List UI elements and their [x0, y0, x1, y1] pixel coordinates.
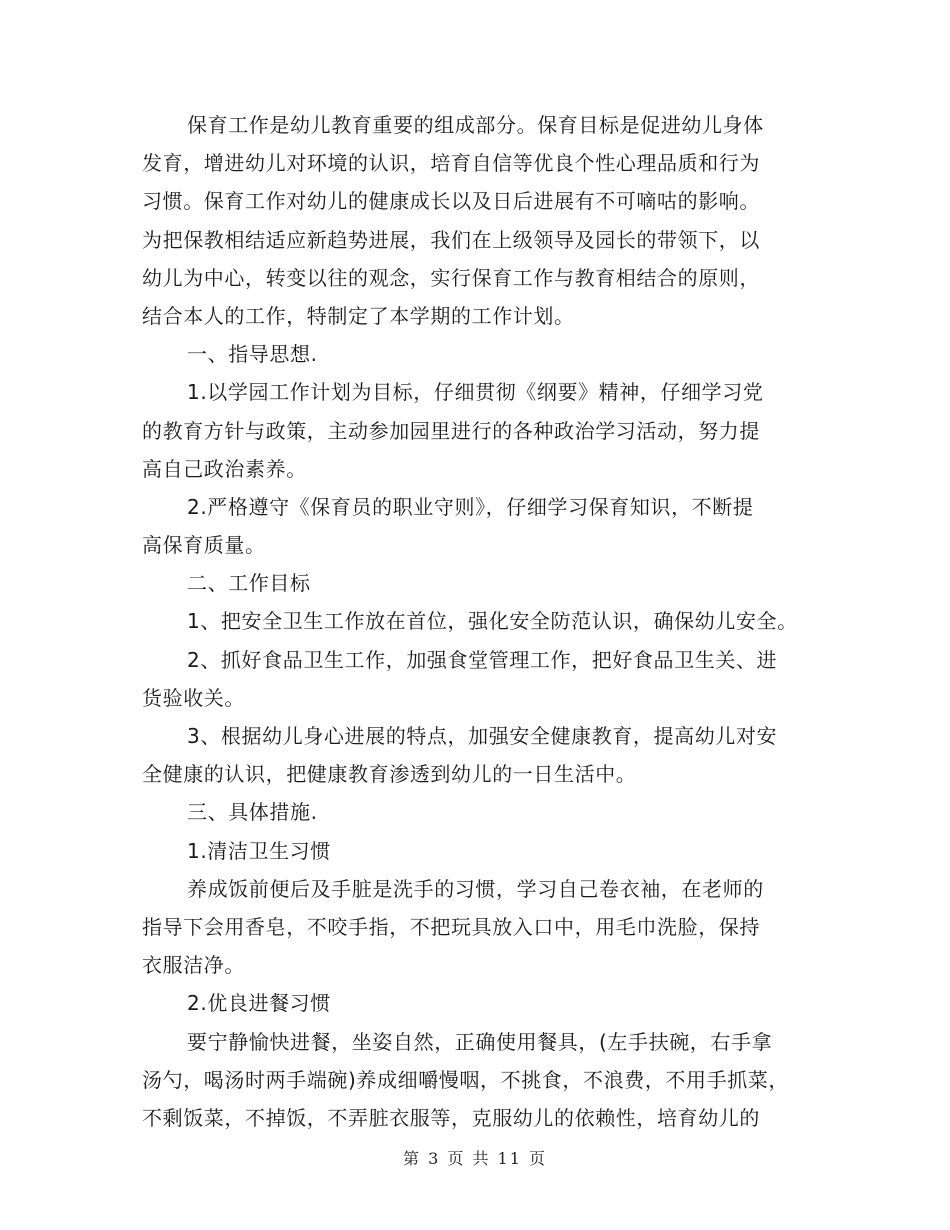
text-line: 二、工作目标 — [187, 571, 311, 596]
text-line: 的教育方针与政策，主动参加园里进行的各种政治学习活动，努力提 — [142, 418, 760, 443]
text-line: 1、把安全卫生工作放在首位，强化安全防范认识，确保幼儿安全。 — [187, 609, 798, 634]
document-body — [142, 106, 832, 1137]
text-line: 2、抓好食品卫生工作，加强食堂管理工作，把好食品卫生关、进 — [187, 647, 778, 672]
text-line: 养成饭前便后及手脏是洗手的习惯，学习自己卷衣袖，在老师的 — [187, 876, 764, 901]
text-line: 幼儿为中心，转变以往的观念，实行保育工作与教育相结合的原则， — [142, 265, 760, 290]
text-line: 三、具体措施. — [187, 800, 318, 825]
text-line: 汤勺，喝汤时两手端碗)养成细嚼慢咽，不挑食，不浪费，不用手抓菜， — [142, 1067, 790, 1092]
text-line: 发育，增进幼儿对环境的认识，培育自信等优良个性心理品质和行为 — [142, 151, 760, 176]
text-line: 指导下会用香皂，不咬手指，不把玩具放入口中，用毛巾洗脸，保持 — [142, 914, 760, 939]
text-line: 1.清洁卫生习惯 — [187, 838, 331, 863]
text-line: 1.以学园工作计划为目标，仔细贯彻《纲要》精神，仔细学习党 — [187, 380, 764, 405]
text-line: 2.严格遵守《保育员的职业守则》，仔细学习保育知识，不断提 — [187, 494, 754, 519]
text-line: 高保育质量。 — [142, 533, 266, 558]
text-line: 结合本人的工作，特制定了本学期的工作计划。 — [142, 303, 575, 328]
text-line: 保育工作是幼儿教育重要的组成部分。保育目标是促进幼儿身体 — [187, 113, 764, 137]
text-line: 全健康的认识，把健康教育渗透到幼儿的一日生活中。 — [142, 762, 637, 787]
text-line: 3、根据幼儿身心进展的特点，加强安全健康教育，提高幼儿对安 — [187, 724, 778, 748]
text-line: 高自己政治素养。 — [142, 456, 307, 481]
page-footer: 第 3 页 共 11 页 — [403, 1149, 547, 1168]
text-line: 2.优良进餐习惯 — [187, 991, 331, 1016]
text-line: 货验收关。 — [142, 685, 245, 710]
text-line: 一、指导思想. — [187, 342, 318, 367]
text-line: 要宁静愉快进餐，坐姿自然，正确使用餐具，(左手扶碗，右手拿 — [187, 1029, 773, 1054]
text-line: 衣服洁净。 — [142, 953, 245, 978]
text-line: 习惯。保育工作对幼儿的健康成长以及日后进展有不可嘀咕的影响。 — [142, 189, 760, 214]
text-line: 不剩饭菜，不掉饭，不弄脏衣服等，克服幼儿的依赖性，培育幼儿的 — [142, 1105, 760, 1130]
text-line: 为把保教相结适应新趋势进展，我们在上级领导及园长的带领下，以 — [142, 227, 760, 252]
